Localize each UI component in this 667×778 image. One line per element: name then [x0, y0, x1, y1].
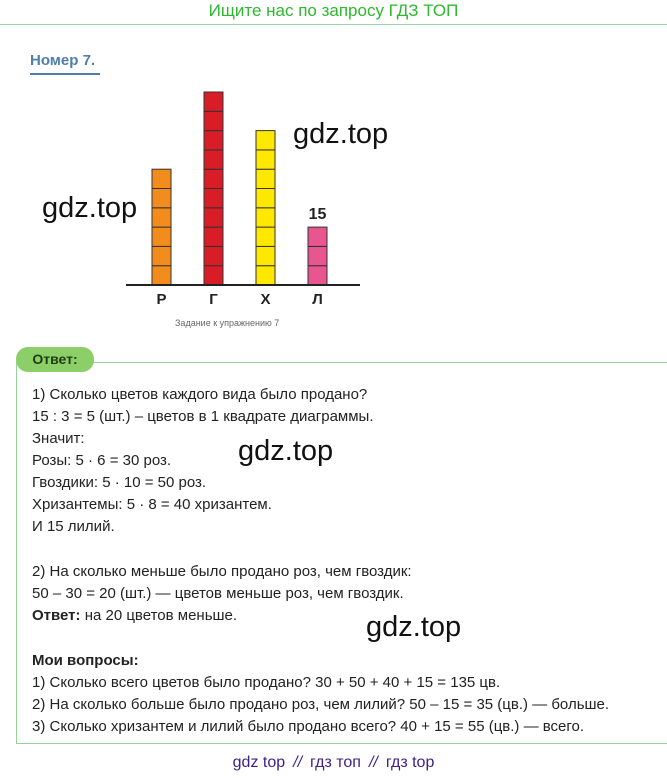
bar-square-Х: [256, 227, 275, 246]
bar-square-Р: [152, 246, 171, 265]
footer-separator: //: [293, 754, 303, 771]
q1-line-6: И 15 лилий.: [32, 518, 115, 535]
bar-square-Г: [204, 189, 223, 208]
bar-square-Х: [256, 150, 275, 169]
answer-badge: Ответ:: [16, 347, 94, 372]
tick-label-Р: Р: [156, 291, 167, 308]
bar-square-Г: [204, 111, 223, 130]
footer-links: [0, 754, 667, 772]
task-title: Номер 7.: [30, 52, 96, 69]
my-questions-title: [32, 652, 139, 670]
chart-tick-labels: [156, 291, 322, 308]
my-question-1: 1) Сколько всего цветов было продано? 30 + 50 + 40 + 15 = 135 цв.: [32, 674, 501, 691]
bar-square-Г: [204, 131, 223, 150]
q1-line-3: Розы: 5 · 6 = 30 роз.: [32, 452, 172, 469]
bar-square-Л: [308, 227, 327, 246]
bar-square-Г: [204, 246, 223, 265]
bar-square-Х: [256, 266, 275, 285]
q2-line-1: 50 – 30 = 20 (шт.) — цветов меньше роз, чем гвоздик.: [32, 585, 404, 602]
bar-square-Р: [152, 208, 171, 227]
bar-square-Р: [152, 227, 171, 246]
q1-line-1: 15 : 3 = 5 (шт.) – цветов в 1 квадрате диаграммы.: [32, 408, 374, 425]
bar-square-Л: [308, 246, 327, 265]
bar-square-Х: [256, 208, 275, 227]
footer-link-gdz-top[interactable]: gdz top: [232, 754, 286, 771]
tick-label-Х: Х: [260, 291, 271, 308]
bar-chart: [0, 0, 667, 340]
watermark: gdz.top: [238, 435, 334, 467]
my-question-2: 2) На сколько больше было продано роз, чем лилий? 50 – 15 = 35 (цв.) — больше.: [32, 696, 610, 713]
chart-caption: Задание к упражнению 7: [175, 318, 280, 328]
q1-title: 1) Сколько цветов каждого вида было продано?: [32, 386, 368, 403]
bar-square-Г: [204, 227, 223, 246]
bar-square-Х: [256, 189, 275, 208]
my-questions-title-text: Мои вопросы:: [32, 652, 139, 669]
watermark: gdz.top: [366, 611, 462, 643]
bar-square-Л: [308, 266, 327, 285]
search-banner[interactable]: Ищите нас по запросу ГДЗ ТОП: [0, 0, 667, 25]
bar-square-Г: [204, 208, 223, 227]
watermark: gdz.top: [42, 192, 138, 224]
footer-separator: //: [368, 754, 378, 771]
q2-answer: [32, 607, 237, 625]
bar-square-Г: [204, 92, 223, 111]
q1-line-5: Хризантемы: 5 · 8 = 40 хризантем.: [32, 496, 272, 513]
bar-square-Г: [204, 266, 223, 285]
my-question-3: 3) Сколько хризантем и лилий было продано всего? 40 + 15 = 55 (цв.) — всего.: [32, 718, 585, 735]
q1-line-4: Гвоздики: 5 · 10 = 50 роз.: [32, 474, 207, 491]
q2-answer-text: на 20 цветов меньше.: [80, 607, 238, 624]
bar-square-Х: [256, 169, 275, 188]
bar-square-Х: [256, 246, 275, 265]
tick-label-Г: Г: [209, 291, 218, 308]
q2-title: 2) На сколько меньше было продано роз, чем гвоздик:: [32, 563, 412, 580]
watermark: gdz.top: [293, 118, 389, 150]
tick-label-Л: Л: [312, 291, 323, 308]
bar-square-Р: [152, 266, 171, 285]
bar-square-Р: [152, 189, 171, 208]
bar-square-Г: [204, 169, 223, 188]
bar-square-Х: [256, 131, 275, 150]
q2-answer-label: Ответ:: [32, 607, 81, 624]
chart-annotation-15: 15: [308, 206, 327, 224]
bar-square-Р: [152, 169, 171, 188]
q1-line-2: Значит:: [32, 430, 85, 447]
bar-square-Г: [204, 150, 223, 169]
footer-link-gdz-top-mixed[interactable]: гдз top: [385, 754, 435, 771]
footer-link-gdz-top-ru[interactable]: гдз топ: [310, 754, 361, 771]
